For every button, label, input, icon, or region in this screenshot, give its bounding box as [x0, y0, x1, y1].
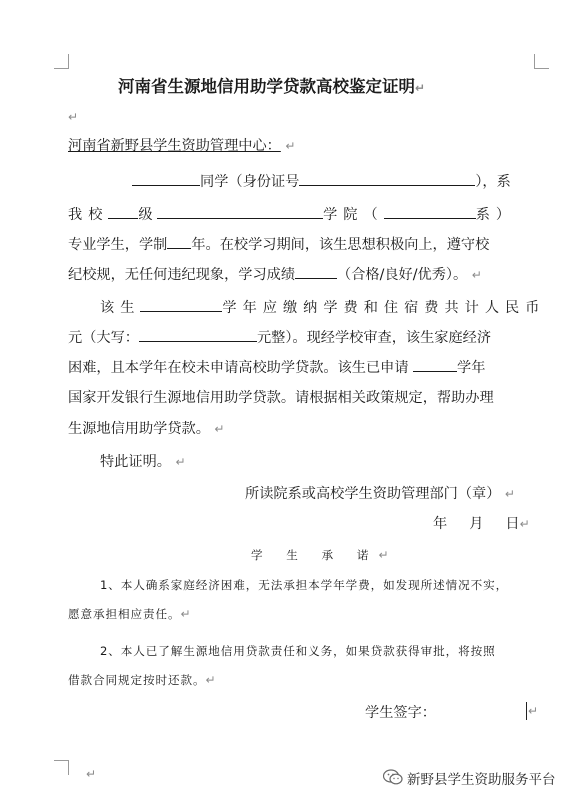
p2-line4: 国家开发银行生源地信用助学贷款。请根据相关政策规定，帮助办理 [68, 390, 494, 406]
pledge-item2-line2: 借款合同规定按时还款。↵ [68, 673, 216, 687]
crop-mark-top-right [534, 54, 549, 69]
pledge-item1-line2: 愿意承担相应责任。↵ [68, 607, 191, 621]
loan-year-blank[interactable] [413, 356, 457, 372]
p1-line2: 我校 级 学院（ 系） [68, 203, 516, 225]
p2-line5: 生源地信用助学贷款。 ↵ [68, 421, 225, 437]
p2-line1: 该生 学年应缴纳学费和住宿费共计人民币 [100, 296, 545, 318]
grade-result-blank[interactable] [295, 263, 337, 279]
date-line: 年 月 日↵ [433, 516, 530, 532]
document-title: 河南省生源地信用助学贷款高校鉴定证明↵ [118, 77, 426, 96]
p2-line3: 困难，且本学年在校未申请高校助学贷款。该生已申请 学年 [68, 356, 485, 378]
wechat-icon [383, 769, 403, 785]
p1-line1: 同学（身份证号 ），系 [132, 170, 511, 192]
text-cursor[interactable] [526, 702, 527, 720]
academic-year-blank[interactable] [140, 296, 222, 312]
student-signature-label: 学生签字： [365, 705, 436, 721]
id-number-blank[interactable] [299, 170, 475, 186]
closing-line: 特此证明。 ↵ [100, 454, 186, 470]
college-blank[interactable] [157, 203, 323, 219]
signer-line: 所读院系或高校学生资助管理部门（章） ↵ [245, 486, 515, 502]
study-length-blank[interactable] [167, 233, 191, 249]
grade-blank[interactable] [108, 203, 138, 219]
department-blank[interactable] [384, 203, 476, 219]
name-blank[interactable] [132, 170, 200, 186]
pledge-item1-line1: 1、本人确系家庭经济困难，无法承担本学年学费，如发现所述情况不实， [100, 578, 509, 592]
pledge-heading: 学 生 承 诺↵ [251, 548, 389, 562]
recipient-line: 河南省新野县学生资助管理中心： ↵ [68, 138, 296, 154]
paragraph-mark: ↵ [68, 110, 79, 124]
pledge-item2-line1: 2、本人已了解生源地信用贷款责任和义务，如果贷款获得审批，将按照 [100, 644, 496, 658]
crop-mark-bottom-left [54, 760, 69, 775]
paragraph-mark: ↵ [528, 704, 539, 718]
crop-mark-top-left [54, 54, 69, 69]
paragraph-mark: ↵ [86, 767, 97, 781]
watermark-text: 新野县学生资助服务平台 [407, 772, 556, 788]
p2-line2: 元（大写： 元整）。现经学校审查，该生家庭经济 [68, 326, 491, 348]
amount-words-blank[interactable] [139, 326, 257, 342]
p1-line3: 专业学生，学制 年。在校学习期间，该生思想积极向上，遵守校 [68, 233, 489, 255]
p1-line4: 纪校规，无任何违纪现象，学习成绩 （合格/良好/优秀）。 ↵ [68, 263, 482, 285]
